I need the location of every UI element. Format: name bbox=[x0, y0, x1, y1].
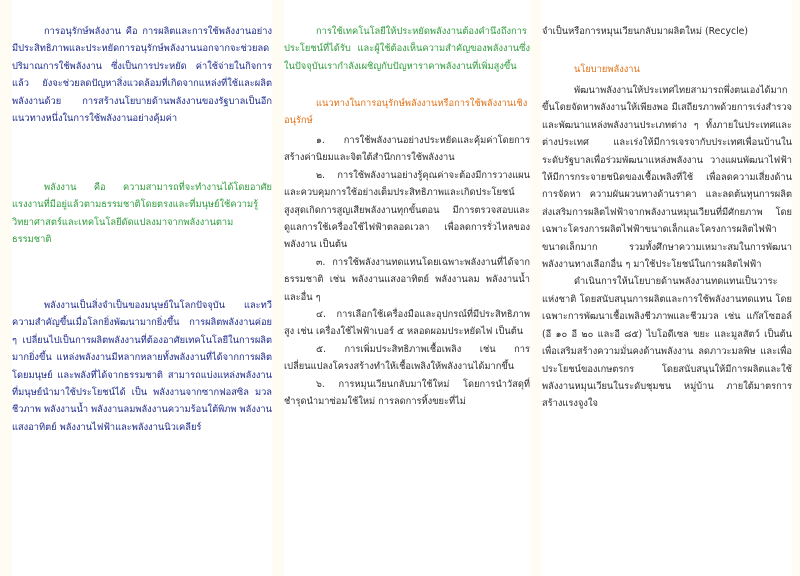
guidelines-list bbox=[284, 132, 530, 411]
policy-heading-block bbox=[542, 61, 792, 78]
guideline-item-4: ๔. การเลือกใช้เครื่องมือและอุปกรณ์ที่มีประสิทธิภาพสูง เช่น เครื่องใช้ไฟฟ้าเบอร์ ๕ หลอดผอมประหยัดไฟ เป็นต้น bbox=[284, 309, 530, 338]
conservation-definition-block bbox=[12, 23, 272, 127]
policy-heading: นโยบายพลังงาน bbox=[574, 64, 640, 75]
column-3 bbox=[542, 0, 792, 576]
policy-paragraph-2: ดำเนินการให้นโยบายด้านพลังงานทดแทนเป็นวาระแห่งชาติ โดยสนับสนุนการผลิตและการใช้พลังงานทดแทน โดยเฉพาะการพัฒนาเชื้อเพลิงชีวภาพและชีวมวล เช่น แก๊สโซฮอล์ (อี ๑๐ อี ๒๐ และอี ๘๕) ไบโอดีเซล ขยะ และมูลสัตว์ เป็นต้นเพื่อเสริมสร้างความมั่นคงด้านพลังงาน ลดภาวะมลพิษ และเพื่อประโยชน์ของเกษตรกร โดยสนับสนุนให้มีการผลิตและใช้พลังงานหมุนเวียนในระดับชุมชน หมู่บ้าน ภายใต้มาตรการสร้างแรงจูงใจ bbox=[542, 276, 792, 410]
guideline-item-3: ๓. การใช้พลังงานทดแทนโดยเฉพาะพลังงานที่ได้จากธรรมชาติ เช่น พลังงานแสงอาทิตย์ พลังงานลม พลังงานน้ำ และอื่น ๆ bbox=[284, 256, 530, 303]
guideline-item-5: ๕. การเพิ่มประสิทธิภาพเชื้อเพลิง เช่น การเปลี่ยนแปลงโครงสร้างทำให้เชื้อเพลิงให้พลังงานได้มากขึ้น bbox=[284, 343, 530, 373]
guideline-item-2: ๒. การใช้พลังงานอย่างรู้คุณค่าจะต้องมีการวางแผนและควบคุมการใช้อย่างเต็มประสิทธิภาพและเกิดประโยชน์สูงสุดเกิดการสูญเสียพลังงานทุกขั้นตอน มีการตรวจสอบและดูแลการใช้เครื่องใช้ไฟฟ้าตลอดเวลา เพื่อลดการรั่วไหลของพลังงาน เป็นต้น bbox=[284, 169, 530, 251]
guideline-item-6: ๖. การหมุนเวียนกลับมาใช้ใหม่ โดยการนำวัสดุที่ชำรุดนำมาซ่อมใช้ใหม่ การลดการทิ้งขยะที่ไม่ bbox=[284, 378, 530, 408]
energy-importance: พลังงานเป็นสิ่งจำเป็นของมนุษย์ในโลกปัจจุบัน และทวีความสำคัญขึ้นเมื่อโลกยิ่งพัฒนามากยิ่งขึ้น การผลิตพลังงานค่อย ๆ เปลี่ยนไปเป็นการผลิตพลังงานที่ต้องอาศัยเทคโนโลยีในการผลิตมากยิ่งขึ้น แหล่งพลังงานมีหลากหลายทั้งพลังงานที่ได้จากการผลิตโดยมนุษย์ และพลังที่ได้จากธรรมชาติ สามารถแบ่งแหล่งพลังงานที่มนุษย์นำมาใช้ประโยชน์ได้ เป็น พลังงานจากซากฟอสซิล มวลชีวภาพ พลังงานน้ำ พลังงานลมพลังงานความร้อนใต้พิภพ พลังงานแสงอาทิตย์ พลังงานไฟฟ้าและพลังงานนิวเคลียร์ bbox=[12, 300, 272, 433]
guideline-item-1: ๑. การใช้พลังงานอย่างประหยัดและคุ้มค่าโดยการสร้างค่านิยมและจิตใต้สำนึกการใช้พลังงาน bbox=[284, 135, 530, 164]
column-1 bbox=[12, 0, 272, 576]
policy-body bbox=[542, 82, 792, 413]
recycle-continuation-block bbox=[542, 23, 792, 40]
energy-definition: พลังงาน คือ ความสามารถที่จะทำงานได้โดยอาศัยแรงงานที่มีอยู่แล้วตามธรรมชาติโดยตรงและที่มนุษย์ใช้ความรู้วิทยาศาสตร์และเทคโนโลยีดัดแปลงมาจากพลังงานตามธรรมชาติ bbox=[12, 182, 272, 246]
technology-intro-block bbox=[284, 23, 530, 75]
column-2 bbox=[284, 0, 530, 576]
energy-definition-block bbox=[12, 179, 272, 249]
policy-paragraph-1: พัฒนาพลังงานให้ประเทศไทยสามารถพึ่งตนเองได้มากขึ้นโดยจัดหาพลังงานให้เพียงพอ มีเสถียรภาพด้วยการเร่งสำรวจและพัฒนาแหล่งพลังงานประเภทต่าง ๆ ทั้งภายในประเทศและต่างประเทศ และเร่งให้มีการเจรจากับประเทศเพื่อนบ้านในระดับรัฐบาลเพื่อร่วมพัฒนาแหล่งพลังงาน วางแผนพัฒนาไฟฟ้าให้มีการกระจายชนิดของเชื้อเพลิงที่ใช้ เพื่อลดความเสี่ยงด้านการจัดหา ความผันผวนทางด้านราคา และลดต้นทุนการผลิต ส่งเสริมการผลิตไฟฟ้าจากพลังงานหมุนเวียนที่มีศักยภาพ โดยเฉพาะโครงการผลิตไฟฟ้าขนาดเล็กและโครงการผลิตไฟฟ้าขนาดเล็กมาก รวมทั้งศึกษาความเหมาะสมในการพัฒนาพลังงานทางเลือกอื่น ๆ มาใช้ประโยชน์ในการผลิตไฟฟ้า bbox=[542, 85, 792, 271]
technology-intro: การใช้เทคโนโลยีให้ประหยัดพลังงานต้องคำนึงถึงการประโยชน์ที่ได้รับ และผู้ใช้ต้องเห็นความสำคัญของพลังงานซึ่งในปัจจุบันเรากำลังเผชิญกับปัญหาราคาพลังงานที่เพิ่มสูงขึ้น bbox=[284, 26, 530, 72]
recycle-continuation: จำเป็นหรือการหมุนเวียนกลับมาผลิตใหม่ (Recycle) bbox=[542, 26, 749, 37]
guidelines-heading-block bbox=[284, 95, 530, 130]
conservation-definition: การอนุรักษ์พลังงาน คือ การผลิตและการใช้พลังงานอย่างมีประสิทธิภาพและประหยัดการอนุรักษ์พลังงานนอกจากจะช่วยลดปริมาณการใช้พลังงาน ซึ่งเป็นการประหยัด ค่าใช้จ่ายในกิจการแล้ว ยังจะช่วยลดปัญหาสิ่งแวดล้อมที่เกิดจากแหล่งที่ใช้และผลิตพลังงานด้วย การสร้างนโยบายด้านพลังงานของรัฐบาลเป็นอีกแนวทางหนึ่งในการใช้พลังงานอย่างคุ้มค่า bbox=[12, 26, 272, 125]
guidelines-heading: แนวทางในการอนุรักษ์พลังงานหรือการใช้พลังงานเชิงอนุรักษ์ bbox=[284, 98, 528, 127]
energy-importance-block bbox=[12, 297, 272, 436]
